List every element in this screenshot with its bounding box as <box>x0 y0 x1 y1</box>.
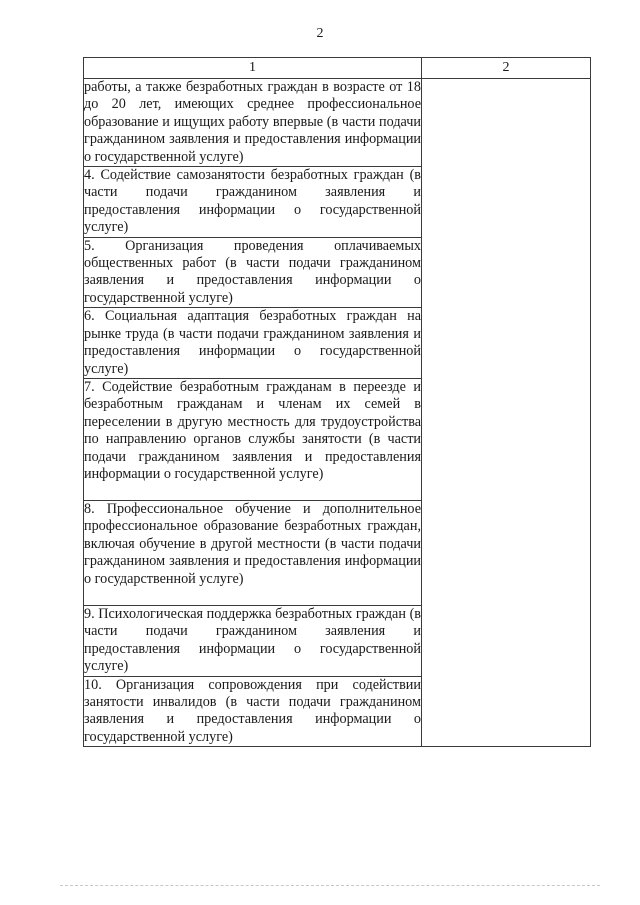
service-cell: 8. Профессиональное обучение и дополнительное профессиональное образование безработных граждан, включая обучение в другой местности (в части подачи гражданином заявления и предоставления информации о государственной услуге) <box>84 500 422 605</box>
service-cell: 9. Психологическая поддержка безработных граждан (в части подачи гражданином заявления и предоставления информации о государственной услуге) <box>84 605 421 675</box>
service-cell: 5. Организация проведения оплачиваемых общественных работ (в части подачи гражданином заявления и предоставления информации о государственной услуге) <box>84 237 421 306</box>
scan-artifact-line <box>60 885 600 888</box>
column-header-1: 1 <box>84 58 422 79</box>
table-header-row <box>84 58 591 79</box>
service-cell: 4. Содействие самозанятости безработных граждан (в части подачи гражданином заявления и предоставления информации о государственной услуге) <box>84 167 421 236</box>
table-row <box>84 79 591 167</box>
services-table <box>83 57 591 747</box>
service-cell: 6. Социальная адаптация безработных граждан на рынке труда (в части подачи гражданином заявления и предоставления информации о государственной услуге) <box>84 308 421 377</box>
service-cell: 7. Содействие безработным гражданам в переезде и безработным гражданам и членам их семей в переселении в другую местность для трудоустройства по направлению органов службы занятости (в части подачи гражданином заявления и предоставления информации о государственной услуге) <box>84 378 422 500</box>
column-2-cell <box>422 79 591 747</box>
service-cell: работы, а также безработных граждан в возрасте от 18 до 20 лет, имеющих среднее профессиональное образование и ищущих работу впервые (в части подачи гражданином заявления и предоставления информации о государственной услуге) <box>84 79 421 165</box>
page-number: 2 <box>316 26 324 41</box>
column-header-2: 2 <box>422 58 591 79</box>
service-cell: 10. Организация сопровождения при содействии занятости инвалидов (в части подачи гражданином заявления и предоставления информации о государственной услуге) <box>84 676 421 745</box>
